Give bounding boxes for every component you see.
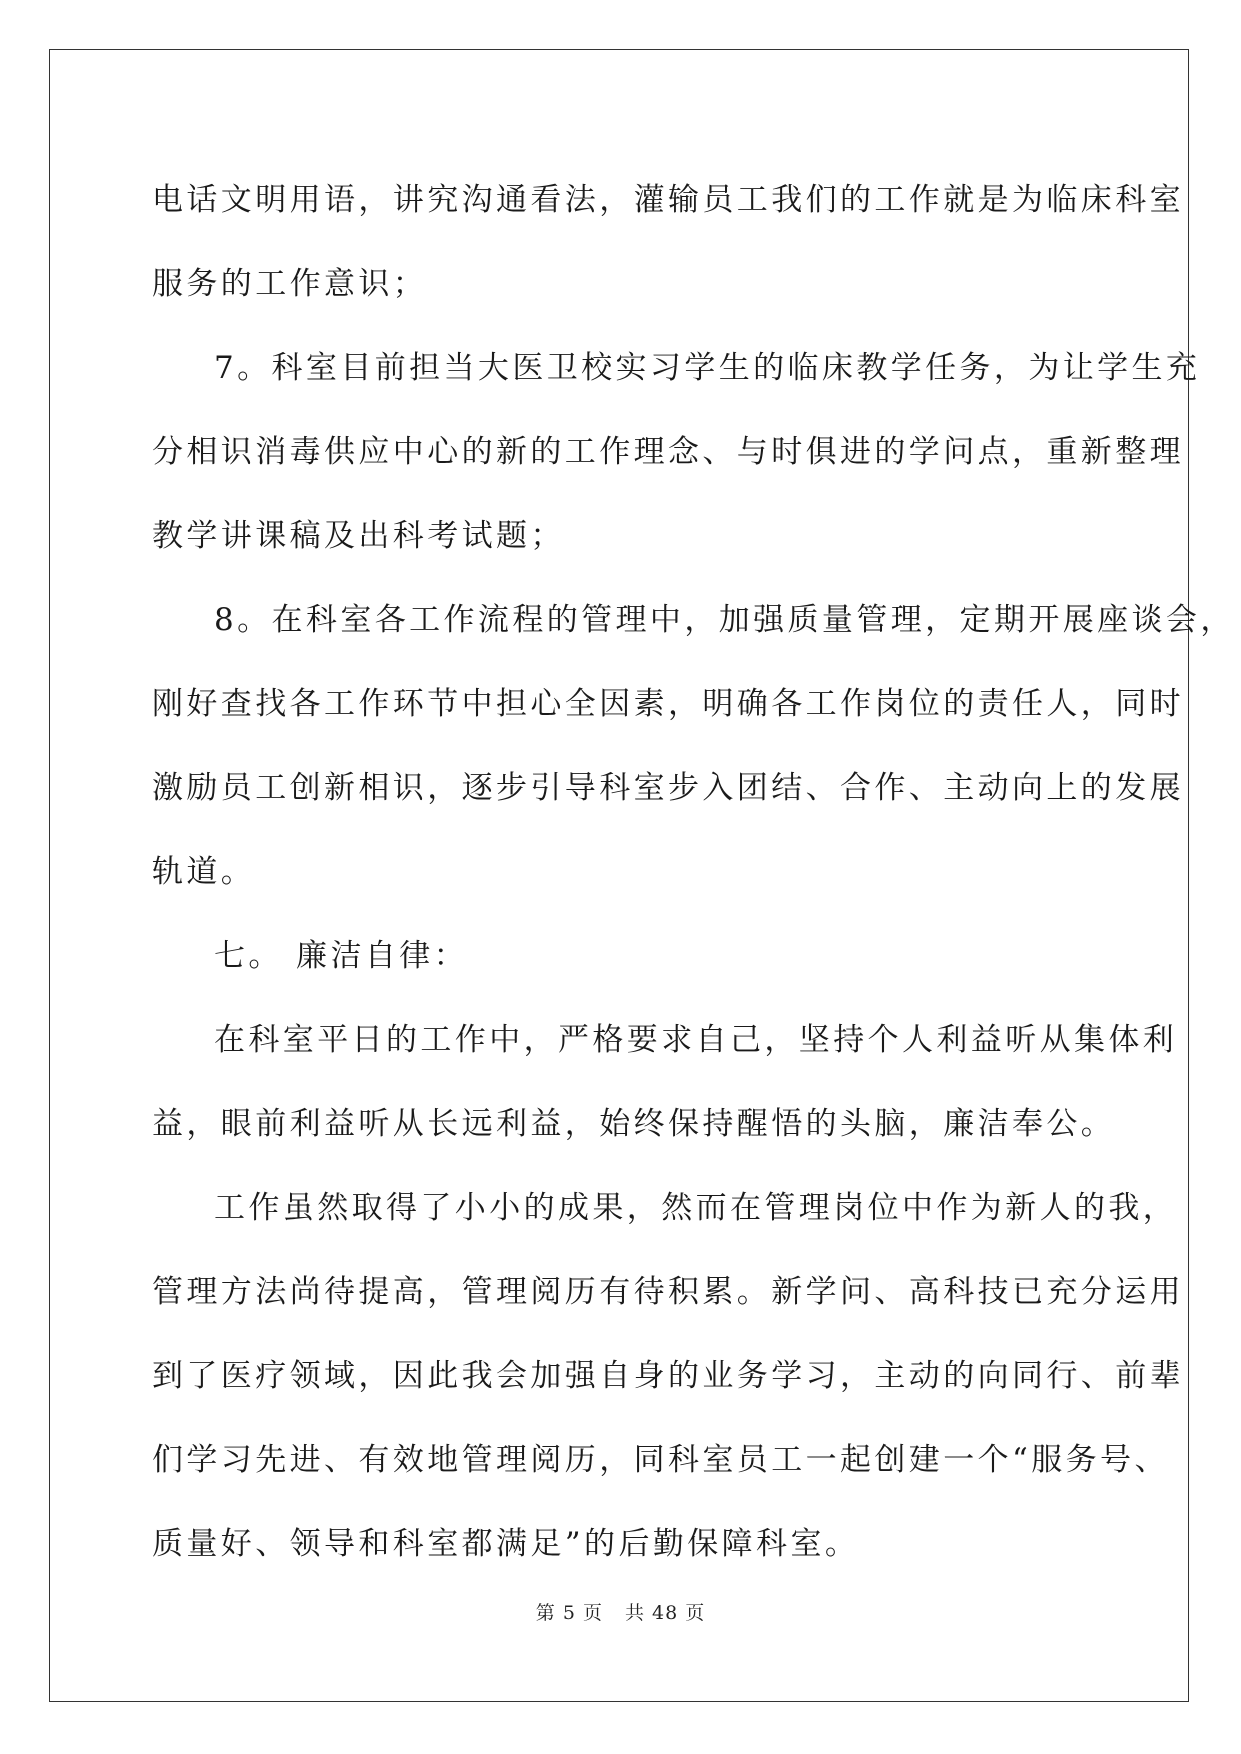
page-total: 共 48 页 [624,1602,706,1624]
list-item-7: 7。科室目前担当大医卫校实习学生的临床教学任务，为让学生充 [214,350,1201,386]
page-footer [0,1600,1241,1626]
body-line: 轨道。 [152,854,256,890]
document-body [152,158,1235,1586]
body-line: 电话文明用语，讲究沟通看法，灌输员工我们的工作就是为临床科室 [152,182,1184,218]
page-number: 第 5 页 [535,1602,603,1624]
paragraph-start: 在科室平日的工作中，严格要求自己，坚持个人利益听从集体利 [214,1022,1178,1058]
section-heading: 七。 廉洁自律： [214,938,469,974]
body-line: 管理方法尚待提高，管理阅历有待积累。新学问、高科技已充分运用 [152,1274,1184,1310]
body-line: 们学习先进、有效地管理阅历，同科室员工一起创建一个“服务号、 [152,1442,1169,1478]
body-line: 益，眼前利益听从长远利益，始终保持醒悟的头脑，廉洁奉公。 [152,1106,1116,1142]
body-line: 质量好、领导和科室都满足”的后勤保障科室。 [152,1526,860,1562]
body-line: 刚好查找各工作环节中担心全因素，明确各工作岗位的责任人，同时 [152,686,1184,722]
body-line: 服务的工作意识； [152,266,428,302]
body-line: 分相识消毒供应中心的新的工作理念、与时俱进的学问点，重新整理 [152,434,1184,470]
list-item-8: 8。在科室各工作流程的管理中，加强质量管理，定期开展座谈会， [214,602,1235,638]
body-line: 教学讲课稿及出科考试题； [152,518,565,554]
paragraph-start: 工作虽然取得了小小的成果，然而在管理岗位中作为新人的我， [214,1190,1178,1226]
body-line: 到了医疗领域，因此我会加强自身的业务学习，主动的向同行、前辈 [152,1358,1184,1394]
body-line: 激励员工创新相识，逐步引导科室步入团结、合作、主动向上的发展 [152,770,1184,806]
